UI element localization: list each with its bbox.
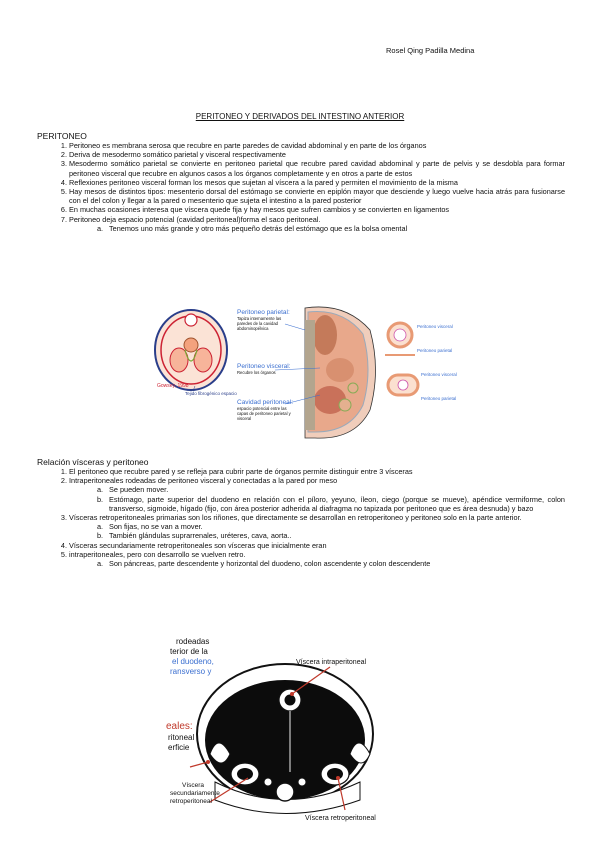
list-item: 6. En muchas ocasiones interesa que víscera quede fija y hay mesos que sufren cambios y se convierten en ligamentos: [60, 205, 450, 215]
list-item: 4. Reflexiones peritoneo visceral forman los mesos que sujetan al víscera a la pared y permiten el movimiento de la misma: [60, 177, 458, 187]
list-item: 7. Peritoneo deja espacio potencial (cavidad peritoneal)forma el saco peritoneal.: [60, 214, 321, 224]
relacion-list: [60, 467, 565, 569]
organ-diagrams: [385, 323, 418, 395]
sagittal-section-diagram: [305, 307, 376, 438]
list-subitem: a. Son fijas, no se van a mover.: [97, 522, 203, 532]
section-heading-relacion: Relación vísceras y peritoneo: [37, 457, 149, 467]
label-parietal-desc: Tapiza internamente las paredes de la cavidad abdominopélvica: [237, 316, 282, 331]
cut-text-1: rodeadas: [176, 637, 210, 646]
label-cavity-desc: espacio potencial entre las capas de peritoneo parietal y visceral: [237, 406, 291, 421]
list-item: 3. Mesodermo somático parietal se convierte en peritoneo parietal que recubre pared cavidad abdominal y parte de pelvis y se desdobla para formar peritoneo visceral que recubre en algunos casos a los órganos completamente y en otros a parte de estos: [60, 159, 565, 178]
label-tissue: Tejido fibrogénico espacio: [185, 391, 237, 396]
label-parietal: Peritoneo parietal:: [237, 309, 290, 316]
list-subitem: a. Son páncreas, parte descendente y horizontal del duodeno, colon ascendente y colon descendente: [97, 559, 431, 569]
list-item: 2. Intraperitoneales rodeadas de peritoneo visceral y conectadas a la pared por meso: [60, 476, 338, 486]
intraperitoneal-figure: [160, 632, 440, 832]
peritoneo-list: [60, 141, 565, 233]
right-label-1: Peritoneo visceral: [417, 324, 453, 329]
list-subitem: b. Estómago, parte superior del duodeno en relación con el píloro, yeyuno, íleon, ciego (porque se mueve), apéndice vermiforme, colon transverso, sigmoide, hígado (fijo, con área posterior adherida al diafragma no tapizada por peritoneo que es área desnuda) y bazo: [97, 494, 565, 513]
peritoneum-figure: [145, 300, 460, 445]
label-sec-1: Víscera: [182, 782, 205, 789]
cut-text-5: ritoneal: [168, 733, 195, 742]
cut-text-red: eales:: [166, 721, 193, 732]
cross-section-diagram: [155, 310, 227, 390]
list-item: 5. Hay mesos de distintos tipos: mesenterio dorsal del estómago se convierte en epiplón mayor que desciende y luego vuelve hacia atrás para fusionarse con el del colon y llegar a la pared o mesenterio que sujeta el intestino a la pared posterior: [60, 187, 565, 206]
right-label-3: Peritoneo visceral: [421, 372, 457, 377]
cut-text-4: ransverso y: [170, 667, 212, 676]
list-subitem: a. Tenemos uno más grande y otro más pequeño detrás del estómago que es la bolsa omental: [97, 223, 408, 233]
abdomen-cross-section: [197, 664, 373, 814]
label-sec-2: secundariamente: [170, 790, 220, 797]
page-title: PERITONEO Y DERIVADOS DEL INTESTINO ANTERIOR: [195, 112, 405, 121]
list-item: 4. Vísceras secundariamente retroperitoneales son vísceras que inicialmente eran: [60, 540, 327, 550]
cut-text-6: erficie: [168, 743, 190, 752]
list-item: 2. Deriva de mesodermo somático parietal y visceral respectivamente: [60, 150, 286, 160]
label-retroperitoneal: Víscera retroperitoneal: [305, 815, 376, 822]
section-heading-peritoneo: PERITONEO: [37, 131, 87, 141]
label-visceral-desc: Recubre los órganos: [237, 370, 276, 375]
list-item: 5. intraperitoneales, pero con desarrollo se vuelven retro.: [60, 549, 246, 559]
label-cavity: Cavidad peritoneal:: [237, 399, 294, 406]
right-label-2: Peritoneo parietal: [417, 348, 453, 353]
label-visceral: Peritoneo visceral:: [237, 363, 291, 370]
cut-text-2: terior de la: [170, 647, 208, 656]
label-sec-3: retroperitoneal: [170, 798, 212, 805]
caption-left: Gowsey, 1998: [157, 383, 189, 389]
list-subitem: a. Se pueden mover.: [97, 485, 169, 495]
list-item: 1. El peritoneo que recubre pared y se refleja para cubrir parte de órganos permite distinguir entre 3 vísceras: [60, 467, 413, 476]
list-item: 1. Peritoneo es membrana serosa que recubre en parte paredes de cavidad abdominal y en parte de los órganos: [60, 141, 427, 150]
list-subitem: b. También glándulas suprarrenales, uréteres, cava, aorta..: [97, 531, 292, 541]
cut-text-3: el duodeno,: [172, 657, 214, 666]
right-label-4: Peritoneo parietal: [421, 396, 457, 401]
label-intraperitoneal: Víscera intraperitoneal: [296, 659, 367, 666]
author-name: Rosel Qing Padilla Medina: [386, 46, 475, 55]
list-item: 3. Vísceras retroperitoneales primarias son los riñones, que directamente se desarrollan en retroperitoneo y peritoneo solo en la parte anterior.: [60, 513, 522, 523]
